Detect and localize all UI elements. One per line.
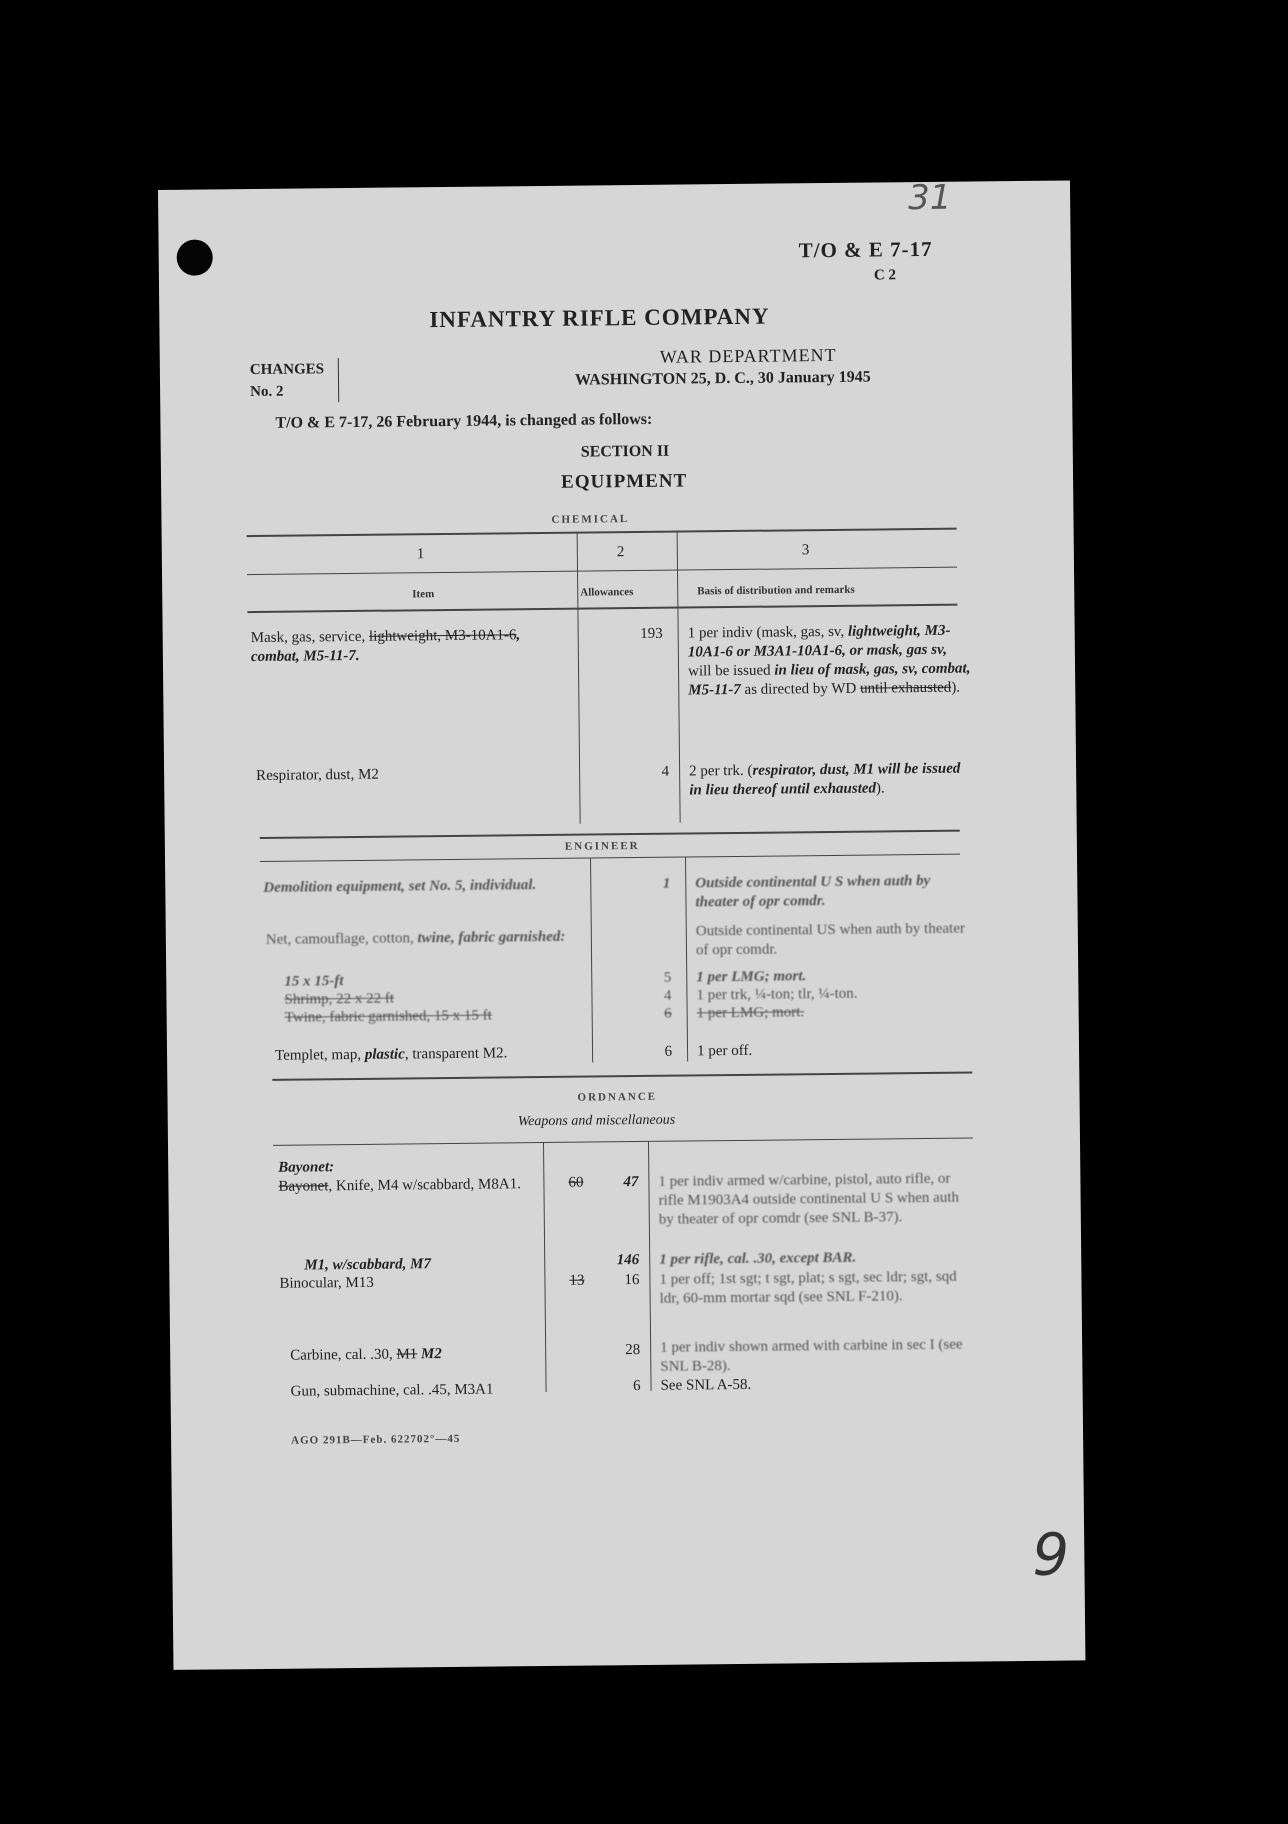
- allowance-binocular: 16: [624, 1272, 640, 1289]
- category-ordnance: ORDNANCE: [577, 1090, 658, 1104]
- remarks-net-15: 1 per LMG; mort.: [696, 968, 807, 986]
- ordnance-subhead: Weapons and miscellaneous: [517, 1112, 676, 1130]
- allowance-twine: 6: [664, 1005, 672, 1022]
- col-num-3: 3: [801, 542, 810, 559]
- remarks-twine: 1 per LMG; mort.: [696, 1004, 805, 1022]
- changes-block: [250, 358, 325, 403]
- item-respirator: Respirator, dust, M2: [256, 766, 379, 785]
- category-engineer: ENGINEER: [564, 839, 640, 853]
- col-num-1: 1: [416, 546, 425, 563]
- item-demolition: Demolition equipment, set No. 5, individual.: [263, 877, 537, 896]
- item-carbine: Carbine, cal. .30, M1 M2: [290, 1346, 442, 1364]
- allowance-net-15: 5: [663, 969, 672, 986]
- item-net: Net, camouflage, cotton, twine, fabric garnished:: [265, 928, 566, 948]
- form-id: T/O & E 7-17: [798, 236, 933, 263]
- item-submachine-gun: Gun, submachine, cal. .45, M3A1: [290, 1381, 494, 1400]
- allowance-respirator: 4: [661, 763, 670, 780]
- item-net-15: 15 x 15-ft: [284, 973, 344, 990]
- allowance-carbine: 28: [625, 1342, 641, 1359]
- changes-label: CHANGES: [249, 361, 325, 379]
- column-divider: [577, 532, 581, 824]
- column-divider: [590, 858, 593, 1063]
- section-heading: EQUIPMENT: [560, 470, 688, 493]
- item-templet: Templet, map, plastic, transparent M2.: [274, 1045, 508, 1064]
- col-num-2: 2: [616, 544, 625, 561]
- allowance-shrimp: 4: [663, 987, 672, 1004]
- remarks-net: Outside continental US when auth by theater of opr comdr.: [695, 920, 965, 959]
- remarks-carbine: 1 per indiv shown armed with carbine in sec I (see SNL B-28).: [660, 1336, 963, 1375]
- item-binocular: Binocular, M13: [279, 1274, 374, 1292]
- intro-line: T/O & E 7-17, 26 February 1944, is changed as follows:: [275, 410, 653, 432]
- item-gas-mask: Mask, gas, service, lightweight, M3-10A1-6, combat, M5-11-7.: [250, 627, 521, 666]
- table-rule: [273, 1138, 973, 1146]
- column-divider: [648, 1141, 652, 1391]
- remarks-shrimp: 1 per trk, ¼-ton; tlr, ¼-ton.: [696, 985, 858, 1004]
- table-rule: [247, 528, 957, 537]
- document-page: [158, 177, 1085, 1669]
- footer-code: AGO 291B—Feb. 622702°—45: [291, 1432, 461, 1447]
- column-divider: [677, 531, 681, 823]
- punch-hole: [177, 239, 213, 275]
- section-label: SECTION II: [580, 442, 670, 461]
- item-m1-scabbard: M1, w/scabbard, M7: [304, 1256, 432, 1274]
- department: WAR DEPARTMENT: [659, 344, 837, 367]
- table-rule: [260, 854, 960, 862]
- remarks-gas-mask: 1 per indiv (mask, gas, sv, lightweight, M3-10A1-6 or M3A1-10A1-6, or mask, gas sv, will be issued in lieu of mask, gas, sv, combat, M5-11-7 as directed by WD until exhausted).: [687, 622, 971, 699]
- remarks-submachine-gun: See SNL A-58.: [660, 1376, 752, 1394]
- place-date: WASHINGTON 25, D. C., 30 January 1945: [574, 368, 871, 389]
- category-chemical: CHEMICAL: [551, 513, 630, 526]
- table-rule: [247, 567, 957, 575]
- remarks-binocular: 1 per off; 1st sgt; t sgt, plat; s sgt, sec ldr; sgt, sqd ldr, 60-mm mortar sqd (see SNL F-210).: [659, 1268, 957, 1307]
- item-bayonet: Bayonet: Bayonet, Knife, M4 w/scabbard, M8A1.: [278, 1159, 521, 1195]
- remarks-respirator: 2 per trk. (respirator, dust, M1 will be issued in lieu thereof until exhausted).: [689, 760, 961, 799]
- allowance-old-binocular: 13: [569, 1272, 585, 1289]
- allowance-old-bayonet: 60: [568, 1174, 584, 1191]
- remarks-bayonet: 1 per indiv armed w/carbine, pistol, auto rifle, or rifle M1903A4 outside continental U S when auth by theater of opr comdr (see SNL B-37).: [658, 1170, 960, 1228]
- allowance-templet: 6: [664, 1043, 673, 1060]
- allowance-bayonet: 47: [623, 1174, 639, 1191]
- form-sub: C 2: [873, 267, 897, 284]
- item-shrimp: Shrimp, 22 x 22 ft: [284, 990, 395, 1008]
- col-header-remarks: Basis of distribution and remarks: [697, 583, 855, 598]
- allowance-submachine-gun: 6: [632, 1378, 641, 1395]
- table-rule: [272, 1072, 972, 1081]
- col-header-item: Item: [412, 588, 435, 601]
- remarks-demolition: Outside continental U S when auth by theater of opr comdr.: [695, 872, 931, 911]
- remarks-templet: 1 per off.: [696, 1042, 753, 1060]
- bracket: [332, 358, 339, 402]
- changes-number: No. 2: [250, 383, 284, 401]
- allowance-gas-mask: 193: [640, 625, 663, 642]
- handwritten-page-mark: 31: [907, 177, 952, 219]
- col-header-allowances: Allowances: [580, 586, 634, 599]
- column-divider: [685, 857, 688, 1062]
- allowance-demolition: 1: [662, 875, 671, 892]
- table-rule: [247, 604, 957, 613]
- handwritten-page-number: 9: [1031, 1520, 1070, 1589]
- allowance-m1-scabbard: 146: [616, 1252, 640, 1269]
- table-rule: [260, 830, 960, 839]
- remarks-m1-scabbard: 1 per rifle, cal. .30, except BAR.: [659, 1249, 857, 1268]
- document-title: INFANTRY RIFLE COMPANY: [429, 303, 770, 333]
- item-twine: Twine, fabric garnished, 15 x 15 ft: [284, 1007, 492, 1026]
